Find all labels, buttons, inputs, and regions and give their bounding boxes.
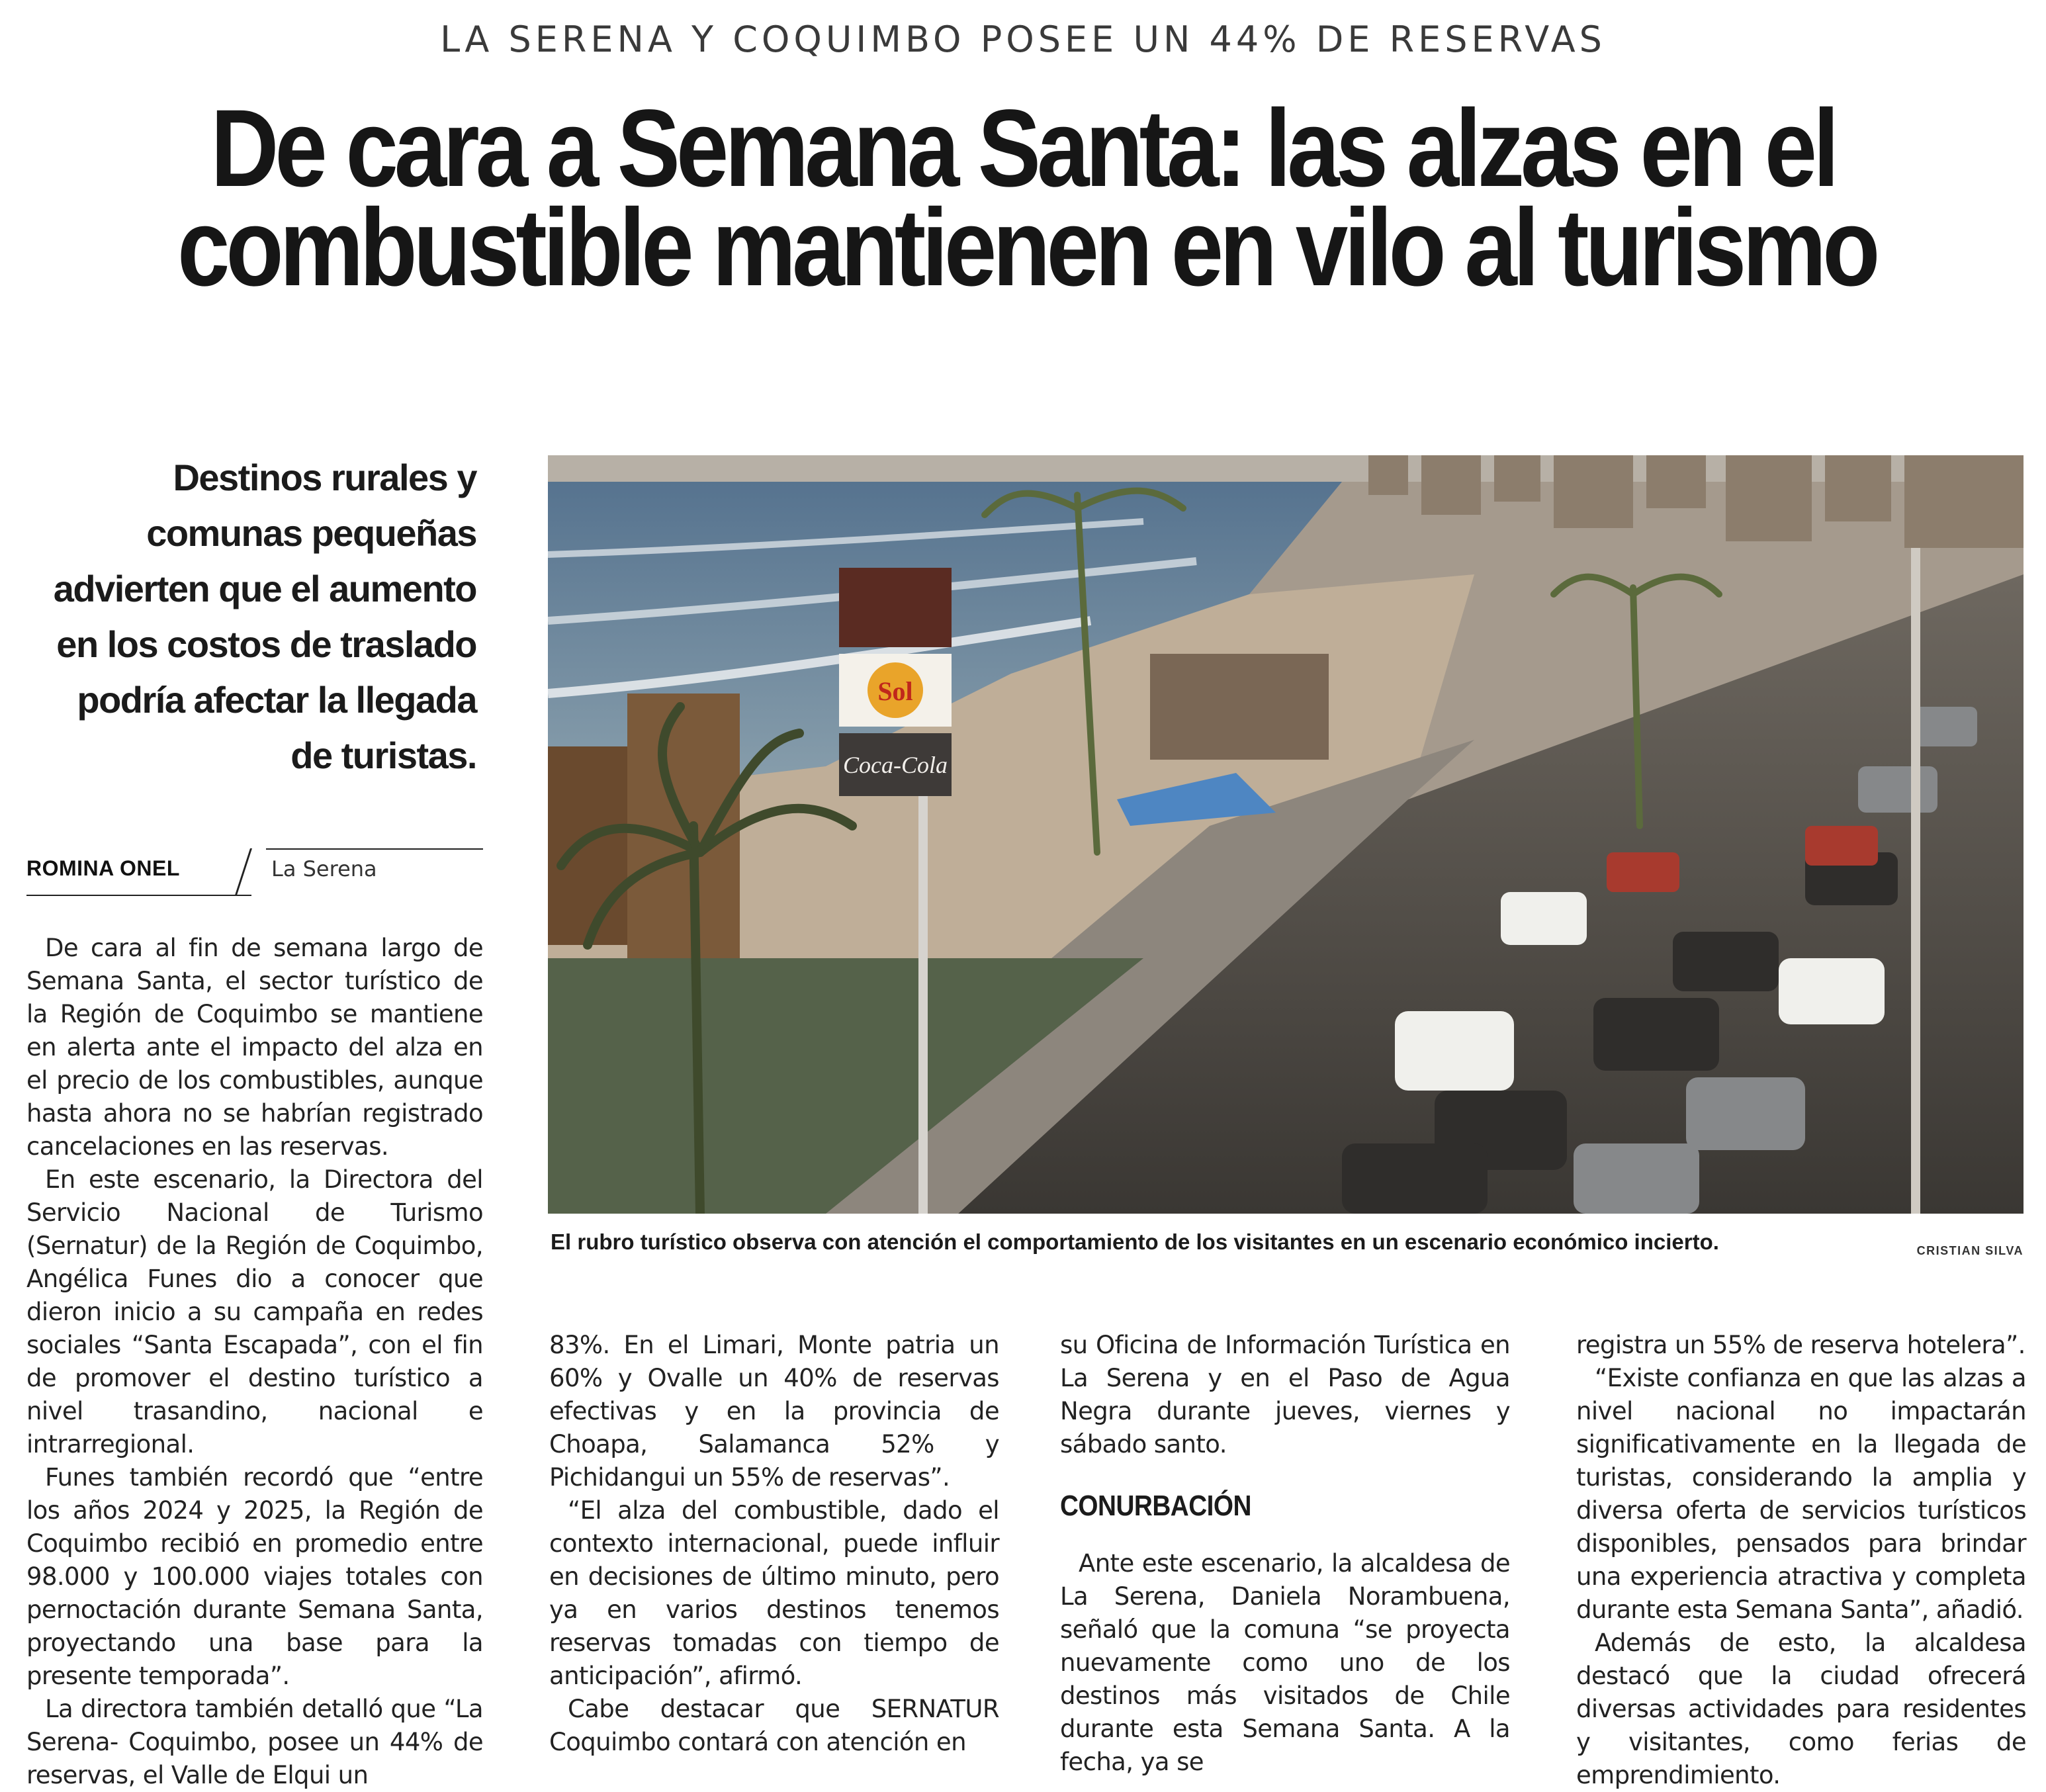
paragraph: Además de esto, la alcaldesa destacó que la ciudad ofrecerá diversas actividades para residentes y visitantes, como ferias de emprendimiento.: [1576, 1629, 2026, 1789]
byline-slash: [235, 848, 252, 896]
byline-rule-top: [266, 848, 483, 850]
paragraph: Funes también recordó que “entre los años 2024 y 2025, la Región de Coquimbo recibió en promedio entre 98.000 y 100.000 viajes totales con pernoctación durante Semana Santa, proyectando una base para la presente temporada”.: [26, 1463, 483, 1690]
paragraph: Cabe destacar que SERNATUR Coquimbo contará con atención en: [549, 1695, 999, 1756]
photo-caption: El rubro turístico observa con atención el comportamiento de los visitantes en un escenario económico incierto.: [551, 1230, 1719, 1254]
paragraph: En este escenario, la Directora del Servicio Nacional de Turismo (Sernatur) de la Región de Coquimbo, Angélica Funes dio a conocer que dieron inicio a su campaña en redes sociales “Santa Escapada”, con el fin de promover el destino turístico a nivel trasandino, nacional e intrarregional.: [26, 1165, 483, 1458]
article-column-1: [26, 932, 483, 1792]
article-column-3: [1060, 1329, 1510, 1779]
photo-credit: CRISTIAN SILVA: [1916, 1244, 2024, 1257]
byline-author: ROMINA ONEL: [26, 856, 180, 880]
paragraph: su Oficina de Información Turística en La Serena y en el Paso de Agua Negra durante jueves, viernes y sábado santo.: [1060, 1331, 1510, 1458]
article-column-2: [549, 1329, 999, 1759]
headline-line-2: combustible mantienen en vilo al turismo: [177, 187, 1877, 309]
coca-cola-sign-text: Coca-Cola: [843, 752, 948, 778]
paragraph: De cara al fin de semana largo de Semana Santa, el sector turístico de la Región de Coquimbo se mantiene en alerta ante el impacto del alza en el precio de los combustibles, aunque hasta ahora no se habrían registrado cancelaciones en las reservas.: [26, 934, 483, 1161]
paragraph: Ante este escenario, la alcaldesa de La Serena, Daniela Norambuena, señaló que la comuna “se proyecta nuevamente como uno de los destinos más visitados de Chile durante esta Semana Santa. A la fecha, ya se: [1060, 1549, 1510, 1776]
kicker: LA SERENA Y COQUIMBO POSEE UN 44% DE RESERVAS: [440, 19, 1606, 60]
headline-line-1: De cara a Semana Santa: las alzas en el: [210, 87, 1836, 210]
paragraph: La directora también detalló que “La Serena- Coquimbo, posee un 44% de reservas, el Valle de Elqui un: [26, 1695, 483, 1789]
paragraph: “Existe confianza en que las alzas a nivel nacional no impactarán significativamente en la llegada de turistas, considerando la amplia y diversa oferta de servicios turísticos disponibles, pensados para brindar una experiencia atractiva y completa durante esta Semana Santa”, añadió.: [1576, 1364, 2026, 1624]
byline-location: La Serena: [271, 856, 377, 881]
byline: [26, 848, 483, 895]
paragraph: 83%. En el Limari, Monte patria un 60% y Ovalle un 40% de reservas efectivas y en la provincia de Choapa, Salamanca 52% y Pichidangui un 55% de reservas”.: [549, 1331, 999, 1492]
headline: [177, 87, 1877, 309]
paragraph: “El alza del combustible, dado el contexto internacional, puede influir en decisiones de último minuto, pero ya en varios destinos tenemos reservas tomadas con tiempo de anticipación”, afirmó.: [549, 1496, 999, 1690]
beach-boulevard-photo: [548, 455, 2024, 1214]
deck: Destinos rurales y comunas pequeñas advierten que el aumento en los costos de traslado podría afectar la llegada de turistas.: [53, 457, 476, 776]
section-subhead: CONURBACIÓN: [1060, 1490, 1251, 1522]
photo-illustration: [548, 455, 2024, 1214]
paragraph: registra un 55% de reserva hotelera”.: [1576, 1331, 2025, 1359]
sol-sign-text: Sol: [877, 676, 913, 706]
article-column-4: [1576, 1329, 2026, 1792]
byline-rule-bottom: [26, 895, 251, 896]
